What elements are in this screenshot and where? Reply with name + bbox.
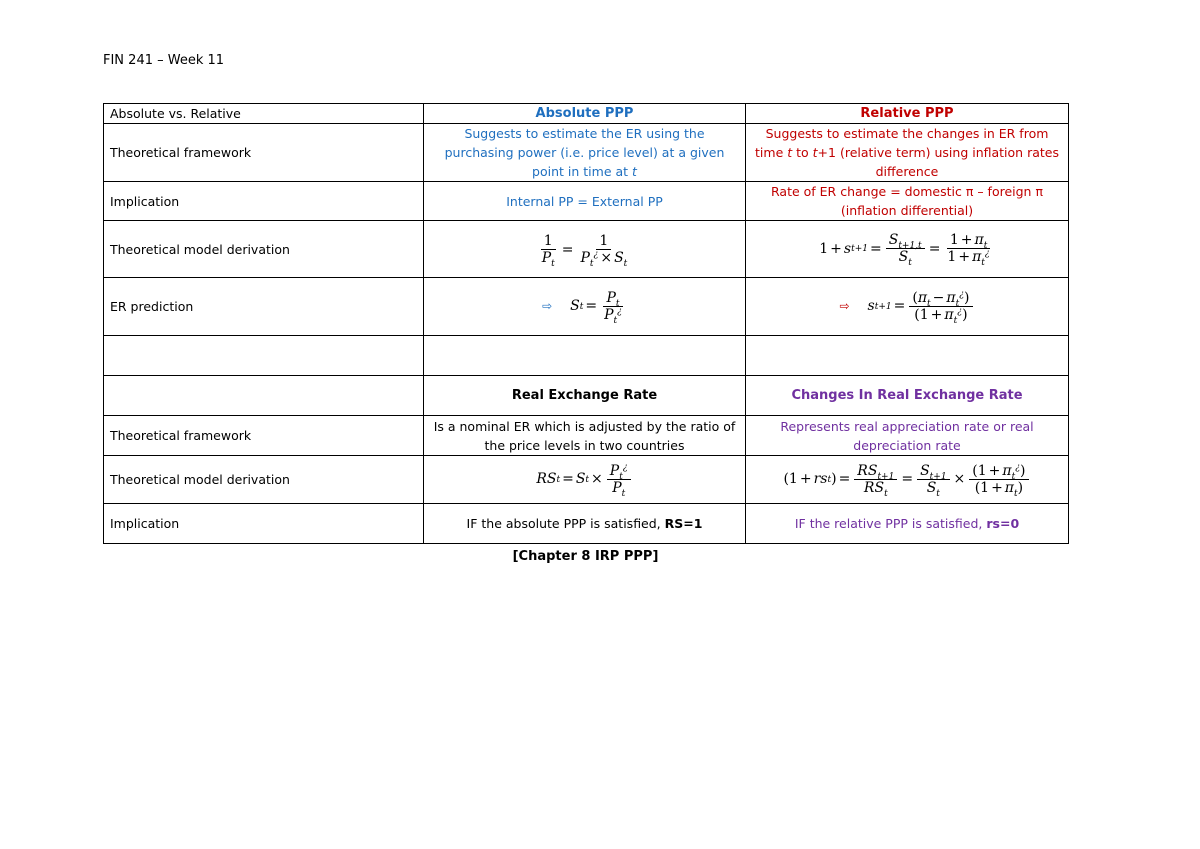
- cell-text: Rate of ER change = domestic π – foreign π: [771, 184, 1043, 199]
- cell-text: time: [755, 145, 788, 160]
- relative-ppp-heading: Relative PPP: [746, 104, 1069, 124]
- table-row: [104, 376, 1069, 416]
- rs-change-value: rs=0: [986, 516, 1020, 531]
- cell-text: (inflation differential): [840, 203, 974, 218]
- cell-text: IF the absolute PPP is satisfied,: [466, 516, 665, 531]
- cell-text: depreciation rate: [853, 437, 961, 453]
- relative-derivation-formula: 1 + s t+1 = $\frac{S_{t+1,t}}{S_t}$ = $\frac{1 + \pi_t}{1 + \pi_t^¿}$: [746, 221, 1069, 278]
- relative-framework-cell: [746, 124, 1069, 182]
- table-row-empty: [104, 336, 1069, 376]
- table-row: [104, 504, 1069, 544]
- real-exchange-rate-heading: Real Exchange Rate: [424, 376, 746, 416]
- page-header: FIN 241 – Week 11: [103, 53, 225, 68]
- cell-text: difference: [875, 164, 939, 179]
- real-er-derivation-formula: RS t = S t × $\frac{P_t^¿}{P_t}$: [424, 456, 746, 504]
- ppp-comparison-table: [103, 103, 1069, 544]
- row-label: Theoretical framework: [104, 416, 424, 456]
- empty-cell: [746, 336, 1069, 376]
- cell-text: purchasing power (i.e. price level) at a given: [444, 145, 725, 160]
- relative-implication-cell: [746, 182, 1069, 221]
- row-label: Theoretical framework: [104, 124, 424, 182]
- changes-real-exchange-rate-heading: Changes In Real Exchange Rate: [746, 376, 1069, 416]
- empty-cell: [104, 376, 424, 416]
- empty-cell: [104, 336, 424, 376]
- cell-text: IF the relative PPP is satisfied,: [794, 516, 987, 531]
- absolute-prediction-formula: ⇨ S t = $\frac{P_t}{P_t^¿}$: [424, 278, 746, 336]
- table-row: [104, 221, 1069, 278]
- absolute-ppp-heading: Absolute PPP: [424, 104, 746, 124]
- absolute-implication-cell: Internal PP = External PP: [424, 182, 746, 221]
- cell-text: Suggests to estimate the ER using the: [464, 126, 705, 141]
- row-label: Theoretical model derivation: [104, 221, 424, 278]
- cell-text: the price levels in two countries: [484, 437, 685, 453]
- rs-value: RS=1: [664, 516, 703, 531]
- real-er-change-implication-cell: [746, 504, 1069, 544]
- arrow-right-icon: ⇨: [542, 299, 553, 313]
- row-label: ER prediction: [104, 278, 424, 336]
- table-row: [104, 278, 1069, 336]
- chapter-caption: [Chapter 8 IRP PPP]: [512, 549, 659, 564]
- absolute-derivation-formula: $\frac{1}{P_t}$ = $\frac{1}{P_t^¿ \times S_t}$: [424, 221, 746, 278]
- cell-text: t: [812, 145, 818, 160]
- absolute-framework-cell: [424, 124, 746, 182]
- table-row: [104, 182, 1069, 221]
- table-row: [104, 124, 1069, 182]
- empty-cell: [424, 336, 746, 376]
- real-er-change-derivation-formula: (1 + rs t ) = $\frac{RS_{t+1}}{RS_t}$ = $\frac{S_{t+1}}{S_t}$ × $\frac{(1 + \pi_t^¿)}{(1 + \pi_t)}$: [746, 456, 1069, 504]
- cell-text: t: [787, 145, 793, 160]
- real-er-implication-cell: [424, 504, 746, 544]
- row-label: Implication: [104, 504, 424, 544]
- table-row: [104, 104, 1069, 124]
- cell-text: t: [632, 164, 637, 179]
- row-label: Implication: [104, 182, 424, 221]
- real-er-framework-cell: [424, 416, 746, 456]
- table-row: [104, 456, 1069, 504]
- cell-text: to: [792, 145, 813, 160]
- cell-text: +1 (relative term) using inflation rates: [817, 145, 1059, 160]
- table-row: [104, 416, 1069, 456]
- cell-text: Represents real appreciation rate or real: [780, 418, 1034, 434]
- row-label: Theoretical model derivation: [104, 456, 424, 504]
- cell-text: Is a nominal ER which is adjusted by the ratio of: [433, 418, 736, 434]
- row-label: Absolute vs. Relative: [104, 104, 424, 124]
- cell-text: Suggests to estimate the changes in ER from: [765, 126, 1049, 141]
- cell-text: point in time at: [532, 164, 633, 179]
- arrow-right-icon: ⇨: [839, 299, 850, 313]
- relative-prediction-formula: ⇨ s t+1 = $\frac{(\pi_t - \pi_t^¿)}{(1 + \pi_t^¿)}$: [746, 278, 1069, 336]
- real-er-change-framework-cell: [746, 416, 1069, 456]
